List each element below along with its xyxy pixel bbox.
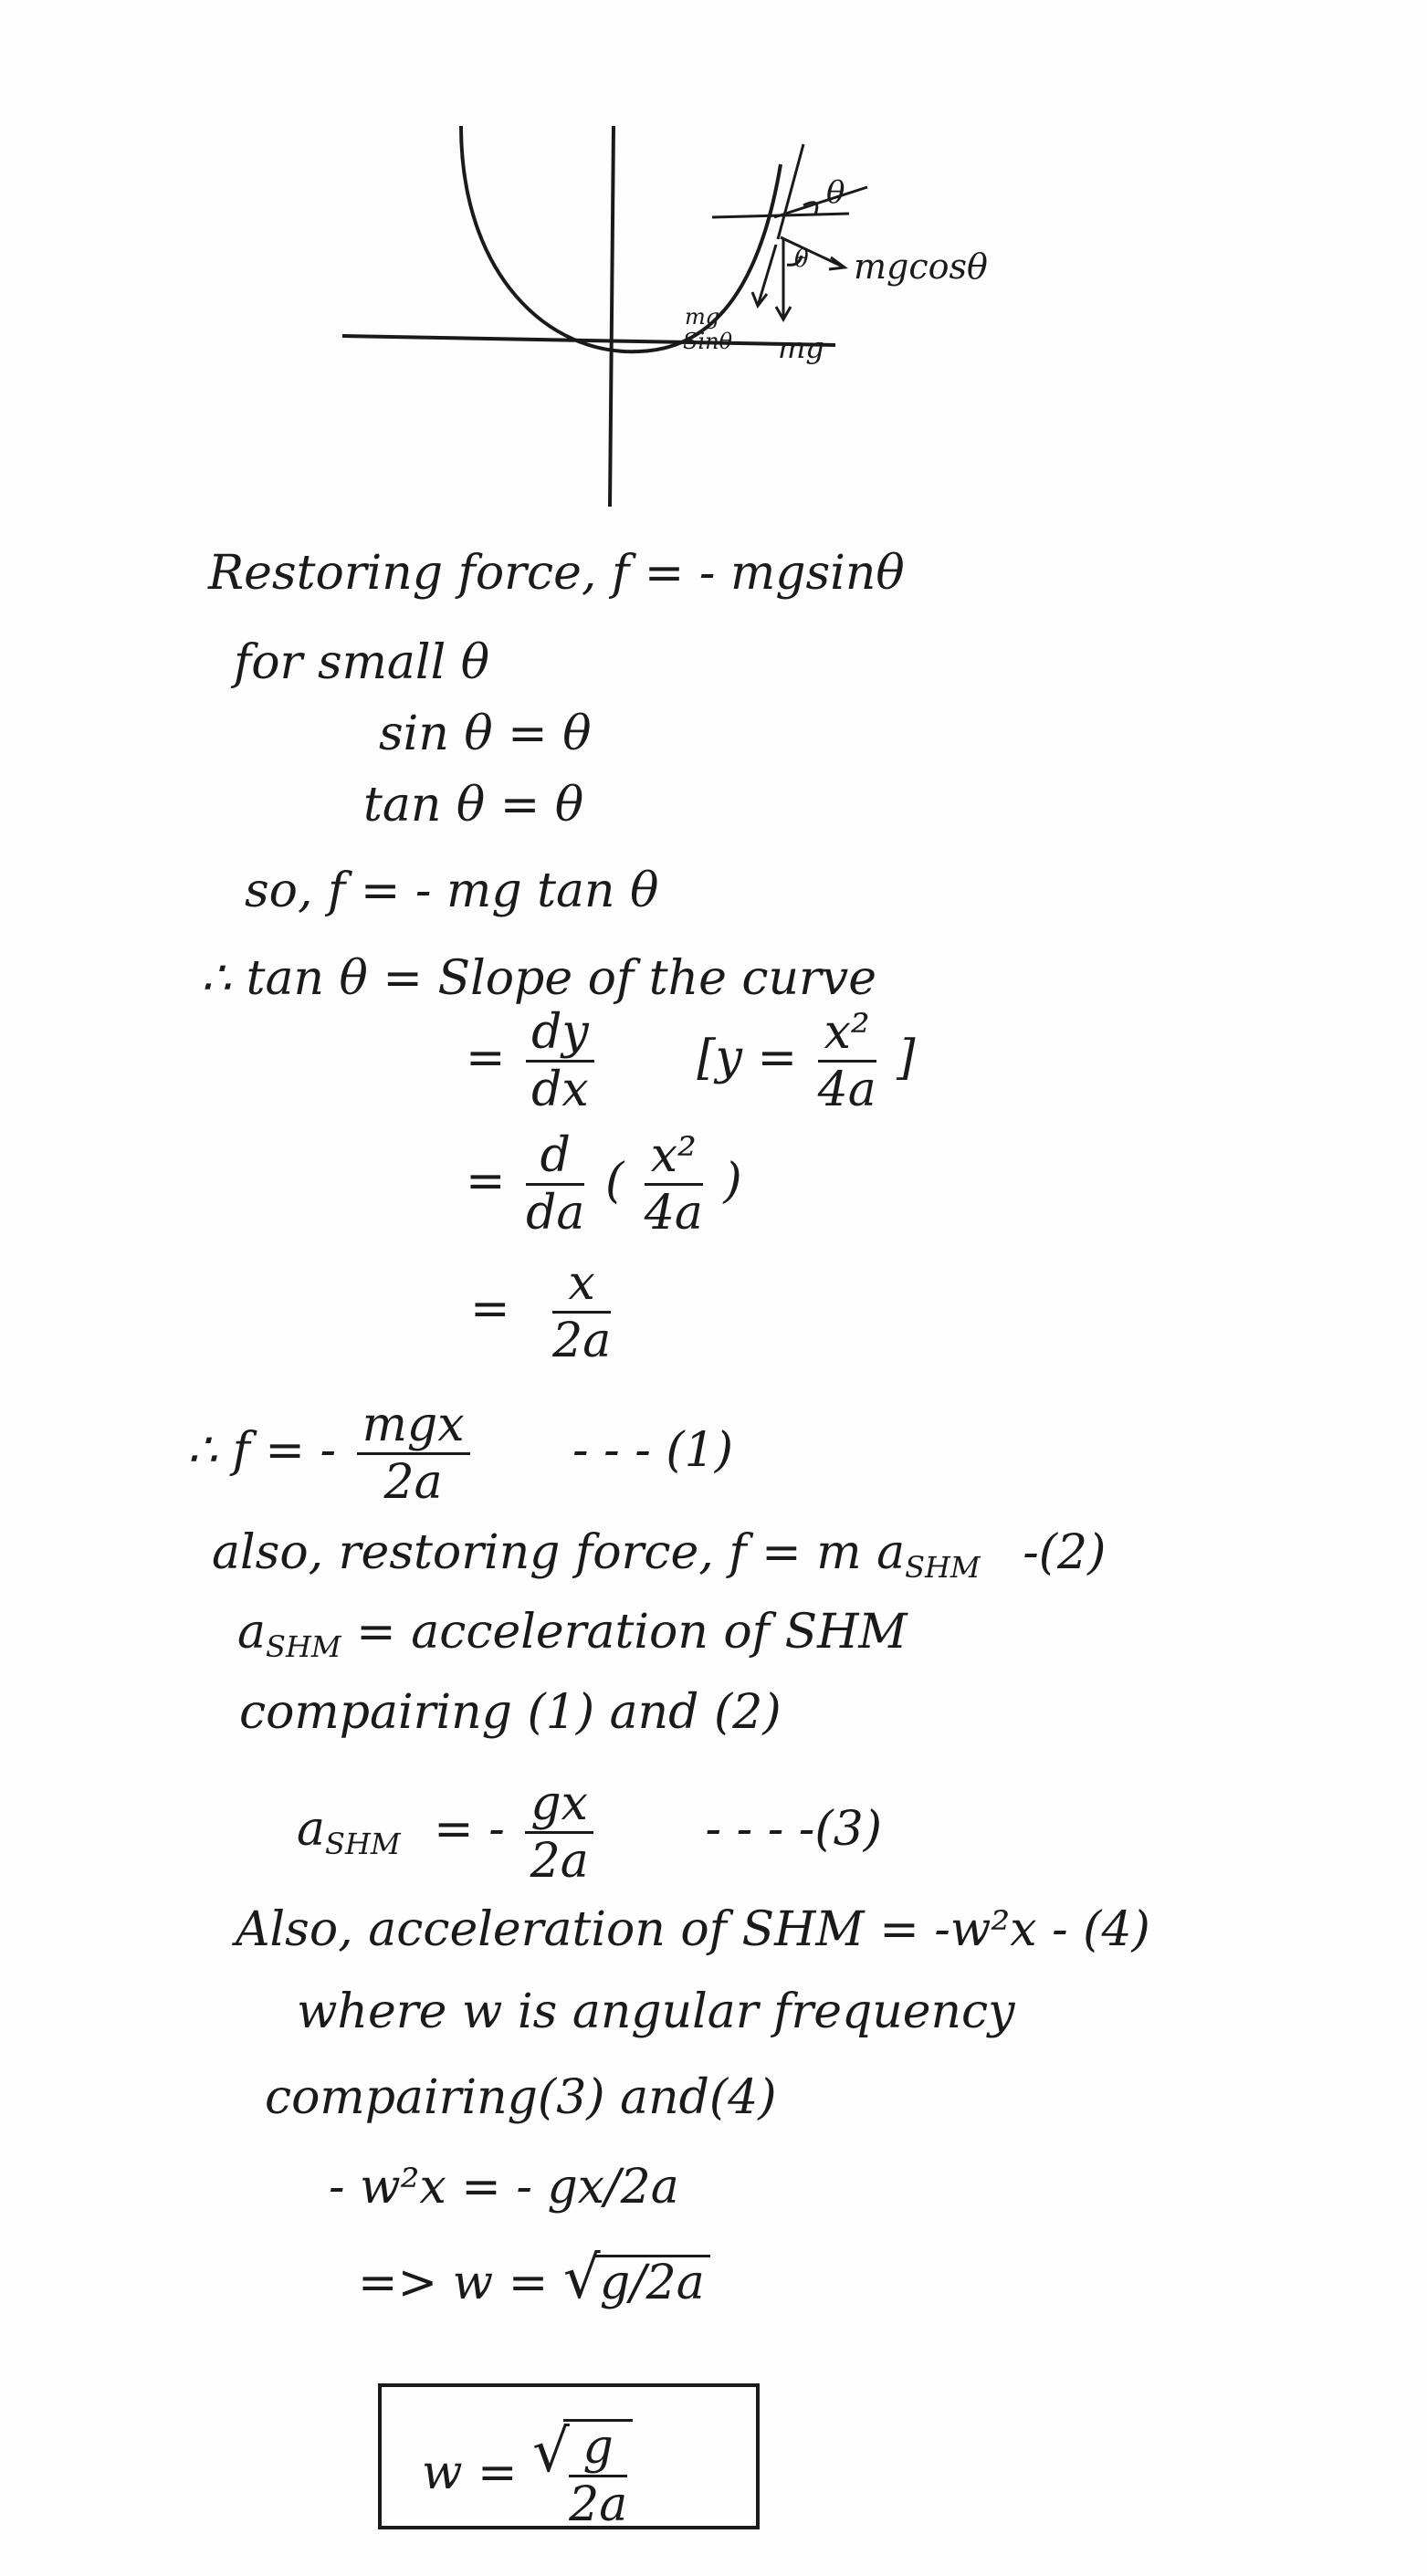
frac-den: 4a — [644, 1186, 703, 1241]
final-answer — [422, 2418, 633, 2532]
frac-den: 4a — [817, 1063, 876, 1117]
mgsin-label-2: Sinθ — [683, 329, 733, 354]
f-equals: ∴ f = - — [187, 1423, 337, 1478]
dydx-fraction — [526, 1005, 594, 1117]
frac-num: mgx — [357, 1401, 470, 1455]
mg-label: mg — [778, 330, 824, 365]
w-equals: w = — [422, 2445, 518, 2500]
frac-den: 2a — [569, 2477, 628, 2532]
gx-fraction — [525, 1776, 593, 1889]
equation-tag-3: - - - -(3) — [705, 1802, 883, 1857]
frac-den: da — [526, 1186, 585, 1241]
line-angular-frequency: where w is angular frequency — [297, 1984, 1015, 2039]
line-tan-approx: tan θ = θ — [363, 778, 584, 832]
shm-subscript: SHM — [325, 1827, 401, 1861]
curve-fraction — [817, 1005, 876, 1117]
frac-num: gx — [525, 1780, 593, 1834]
radicand — [563, 2419, 633, 2532]
sqrt-expression — [562, 2245, 710, 2312]
mgsin-arrow — [758, 245, 776, 306]
radicand: g/2a — [594, 2255, 710, 2307]
frac-num: dy — [526, 1009, 594, 1063]
line-eq3 — [297, 1776, 883, 1889]
paren-close: ) — [723, 1154, 742, 1209]
radical-sign: √ — [532, 2418, 570, 2486]
line-restoring-force: Restoring force, f = - mgsinθ — [208, 546, 905, 601]
sqrt-expression — [532, 2418, 633, 2532]
frac-num: x² — [818, 1009, 876, 1063]
line-f-tan: so, f = - mg tan θ — [245, 864, 659, 918]
shm-subscript: SHM — [905, 1550, 981, 1585]
ashm-a: a — [237, 1605, 267, 1660]
y-axis — [610, 126, 614, 507]
line-eq1 — [187, 1398, 734, 1510]
frac-num: g — [569, 2424, 627, 2477]
mgx-fraction — [357, 1398, 470, 1510]
frac-num: x² — [645, 1132, 703, 1186]
line-derivative — [466, 1128, 742, 1241]
eq2-text: also, restoring force, f = m a — [212, 1525, 906, 1580]
theta-top-label: θ — [826, 174, 845, 211]
equals-minus: = - — [434, 1802, 505, 1857]
mgcos-arrow — [781, 237, 845, 267]
mgcos-label: mgcosθ — [854, 246, 988, 287]
frac-num: x — [552, 1260, 611, 1314]
bracket-close: ] — [897, 1031, 916, 1085]
ddx-fraction — [526, 1128, 585, 1241]
line-eq4: Also, acceleration of SHM = -w²x - (4) — [236, 1902, 1150, 1957]
frac-den: 2a — [383, 1455, 443, 1510]
ashm-a: a — [297, 1802, 326, 1857]
theta-mid-label: θ — [794, 246, 809, 273]
g-2a-fraction — [569, 2420, 628, 2532]
line-w2x: - w²x = - gx/2a — [329, 2160, 679, 2215]
frac-den: dx — [531, 1063, 589, 1117]
line-w-result — [358, 2245, 710, 2312]
ashm-definition: = acceleration of SHM — [356, 1605, 908, 1660]
equation-tag-2: -(2) — [1023, 1525, 1107, 1580]
tangent-line — [778, 144, 803, 239]
mgsin-label-1: mg — [685, 304, 720, 330]
shm-subscript: SHM — [266, 1629, 341, 1664]
inner-fraction — [644, 1128, 703, 1241]
frac-den: 2a — [552, 1314, 612, 1368]
frac-den: 2a — [530, 1834, 589, 1889]
equals: = — [466, 1031, 506, 1085]
radical-sign: √ — [562, 2245, 601, 2312]
x-2a-fraction — [552, 1256, 612, 1368]
line-ashm-def — [237, 1605, 908, 1664]
line-slope: ∴ tan θ = Slope of the curve — [201, 951, 877, 1006]
line-eq2 — [212, 1525, 1107, 1585]
equals: = — [466, 1154, 506, 1209]
bracket-open: [y = — [697, 1031, 798, 1085]
equals: = — [470, 1282, 510, 1336]
line-small-theta: for small θ — [234, 635, 490, 690]
frac-num: d — [526, 1132, 584, 1186]
parabola-curve — [461, 126, 781, 351]
paren-open: ( — [604, 1154, 624, 1209]
line-compairing-1: compairing (1) and (2) — [239, 1685, 782, 1740]
line-dydx — [466, 1005, 916, 1117]
parabola-diagram — [0, 0, 1427, 566]
line-sin-approx: sin θ = θ — [379, 707, 592, 761]
equation-tag-1: - - - (1) — [572, 1423, 734, 1478]
line-compairing-2: compairing(3) and(4) — [265, 2070, 777, 2125]
line-x-over-2a — [470, 1256, 616, 1368]
w-equals: => w = — [358, 2256, 549, 2310]
